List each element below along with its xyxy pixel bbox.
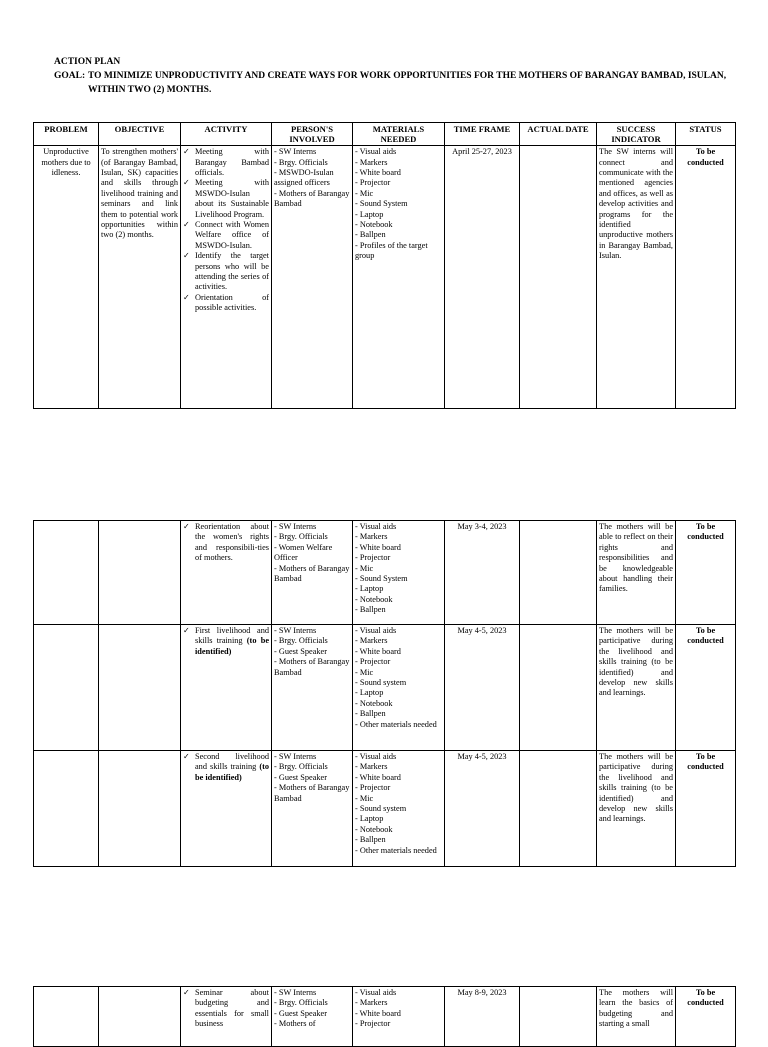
- cell-status: To be conducted: [676, 625, 736, 751]
- cell-success-indicator: The mothers will be able to reflect on their rights and responsibilities and be knowledgeable about handling their families.: [597, 521, 676, 625]
- material-item: - Markers: [355, 762, 388, 772]
- material-item: - Ballpen: [355, 835, 386, 845]
- column-header-materials-needed: MATERIALS NEEDED: [353, 123, 445, 146]
- material-item: - Ballpen: [355, 709, 386, 719]
- cell-time-frame: May 8-9, 2023: [445, 987, 520, 1047]
- cell-actual-date: [520, 521, 597, 625]
- cell-persons-involved: [272, 987, 353, 1047]
- person-item: - Brgy. Officials: [274, 532, 328, 542]
- checkmark-icon: ✓: [183, 220, 190, 230]
- person-item: - Mothers of Barangay Bambad: [274, 563, 350, 584]
- cell-activity: [181, 146, 272, 409]
- cell-success-indicator: The mothers will be participative during the livelihood and skills training (to be identified) and develop new skills and learnings.: [597, 625, 676, 751]
- material-item: - Laptop: [355, 814, 384, 824]
- column-header-success-indicator: SUCCESS INDICATOR: [597, 123, 676, 146]
- material-item: - Projector: [355, 657, 391, 667]
- table-row: [34, 987, 736, 1047]
- person-item: - SW Interns: [274, 626, 317, 635]
- person-item: - Mothers of Barangay Bambad: [274, 657, 350, 677]
- cell-time-frame: May 4-5, 2023: [445, 625, 520, 751]
- checkmark-icon: ✓: [183, 178, 190, 188]
- material-item: - Other materials needed: [355, 845, 437, 855]
- material-item: - Mic: [355, 188, 374, 198]
- cell-materials-needed: [353, 987, 445, 1047]
- activity-item: [183, 251, 269, 293]
- persons-list: [274, 626, 350, 678]
- person-item: - Guest Speaker: [274, 646, 327, 656]
- cell-status: To be conducted: [676, 521, 736, 625]
- column-header-actual-date: ACTUAL DATE: [520, 123, 597, 146]
- material-item: - White board: [355, 542, 401, 552]
- person-item: - MSWDO-Isulan assigned officers: [274, 168, 334, 188]
- material-item: - Sound System: [355, 199, 408, 209]
- material-item: - Laptop: [355, 209, 384, 219]
- cell-materials-needed: [353, 625, 445, 751]
- person-item: - Brgy. Officials: [274, 762, 328, 772]
- action-plan-table-2: [33, 520, 736, 867]
- material-item: - Profiles of the target group: [355, 240, 428, 261]
- cell-actual-date: [520, 987, 597, 1047]
- materials-list: [355, 147, 442, 261]
- activity-text: First livelihood and skills training: [195, 626, 269, 646]
- material-item: - Projector: [355, 553, 391, 563]
- document-header: [54, 55, 744, 97]
- cell-objective: [99, 521, 181, 625]
- action-plan-table-1: [33, 122, 736, 409]
- material-item: - Notebook: [355, 220, 393, 230]
- person-item: - Guest Speaker: [274, 772, 327, 782]
- cell-persons-involved: [272, 751, 353, 867]
- persons-list: [274, 147, 350, 209]
- checkmark-icon: ✓: [183, 988, 190, 997]
- person-item: - SW Interns: [274, 147, 317, 157]
- material-item: - Visual aids: [355, 988, 397, 997]
- cell-problem: [34, 987, 99, 1047]
- person-item: - SW Interns: [274, 988, 317, 997]
- checkmark-icon: ✓: [183, 522, 190, 531]
- cell-activity: [181, 625, 272, 751]
- material-item: - Notebook: [355, 698, 393, 708]
- material-item: - Visual aids: [355, 522, 397, 531]
- material-item: - White board: [355, 772, 401, 782]
- material-item: - Projector: [355, 783, 391, 793]
- goal-label: GOAL:: [54, 71, 86, 81]
- material-item: - Laptop: [355, 584, 384, 594]
- material-item: - Mic: [355, 667, 374, 677]
- person-item: - Brgy. Officials: [274, 998, 328, 1008]
- person-item: - Women Welfare Officer: [274, 542, 333, 563]
- person-item: - Brgy. Officials: [274, 636, 328, 646]
- activity-item: [183, 988, 269, 1030]
- activity-item: [183, 178, 269, 220]
- activity-text: Connect with Women Welfare office of MSWDO-Isulan.: [195, 220, 269, 250]
- activity-text: Second livelihood and skills training: [195, 752, 269, 772]
- goal-text: TO MINIMIZE UNPRODUCTIVITY AND CREATE WAYS FOR WORK OPPORTUNITIES FOR THE MOTHERS OF BARANGAY BAMBAD, ISULAN, WITHIN TWO (2) MONTHS.: [88, 71, 727, 95]
- activity-list: [183, 147, 269, 314]
- material-item: - Notebook: [355, 594, 393, 604]
- activity-item: [183, 626, 269, 657]
- material-item: - Notebook: [355, 824, 393, 834]
- cell-persons-involved: [272, 625, 353, 751]
- material-item: - Ballpen: [355, 230, 386, 240]
- table-row: [34, 751, 736, 867]
- table-row: [34, 625, 736, 751]
- material-item: - Ballpen: [355, 605, 386, 615]
- materials-list: [355, 752, 442, 856]
- activity-text: Seminar about budgeting and essentials for small business: [195, 988, 269, 1029]
- column-header-time-frame: TIME FRAME: [445, 123, 520, 146]
- material-item: - White board: [355, 168, 401, 177]
- checkmark-icon: ✓: [183, 251, 190, 261]
- activity-item: [183, 522, 269, 564]
- activity-item: [183, 220, 269, 251]
- material-item: - Visual aids: [355, 752, 397, 761]
- cell-persons-involved: [272, 146, 353, 409]
- cell-time-frame: May 3-4, 2023: [445, 521, 520, 625]
- cell-success-indicator: The mothers will be participative during the livelihood and skills training (to be identified) and develop new skills and learnings.: [597, 751, 676, 867]
- cell-problem: [34, 751, 99, 867]
- activity-list: [183, 626, 269, 657]
- goal-statement: [54, 69, 744, 97]
- materials-list: [355, 988, 442, 1030]
- cell-status: To be conducted: [676, 146, 736, 409]
- material-item: - White board: [355, 646, 401, 656]
- activity-list: [183, 522, 269, 564]
- material-item: - Mic: [355, 793, 374, 803]
- person-item: - SW Interns: [274, 522, 317, 531]
- cell-activity: [181, 521, 272, 625]
- checkmark-icon: ✓: [183, 292, 190, 302]
- persons-list: [274, 522, 350, 584]
- cell-status: To be conducted: [676, 751, 736, 867]
- material-item: - Markers: [355, 998, 388, 1008]
- person-item: - Guest Speaker: [274, 1008, 327, 1018]
- cell-problem: [34, 625, 99, 751]
- activity-item: [183, 752, 269, 783]
- material-item: - Sound system: [355, 804, 407, 814]
- action-plan-table-3: [33, 986, 736, 1047]
- material-item: - Visual aids: [355, 147, 397, 157]
- material-item: - Mic: [355, 563, 374, 573]
- material-item: - Sound System: [355, 574, 408, 584]
- activity-item: [183, 147, 269, 178]
- cell-materials-needed: [353, 521, 445, 625]
- cell-objective: [99, 751, 181, 867]
- person-item: - Mothers of Barangay Bambad: [274, 783, 350, 803]
- column-header-persons-involved: PERSON'S INVOLVED: [272, 123, 353, 146]
- activity-list: [183, 988, 269, 1030]
- cell-actual-date: [520, 146, 597, 409]
- column-header-problem: PROBLEM: [34, 123, 99, 146]
- checkmark-icon: ✓: [183, 752, 190, 761]
- cell-objective: To strengthen mothers' (of Barangay Bambad, Isulan, SK) capacities and skills through livelihood training and seminars and link them to potential work opportunities within two (2) months.: [99, 146, 181, 409]
- activity-list: [183, 752, 269, 783]
- cell-activity: [181, 987, 272, 1047]
- person-item: - Brgy. Officials: [274, 157, 328, 167]
- cell-materials-needed: [353, 751, 445, 867]
- material-item: - Sound system: [355, 678, 407, 688]
- cell-persons-involved: [272, 521, 353, 625]
- checkmark-icon: ✓: [183, 147, 190, 157]
- cell-problem: [34, 521, 99, 625]
- checkmark-icon: ✓: [183, 626, 190, 635]
- cell-time-frame: May 4-5, 2023: [445, 751, 520, 867]
- material-item: - Projector: [355, 178, 391, 188]
- activity-text: Orientation of possible activities.: [195, 292, 269, 313]
- cell-time-frame: April 25-27, 2023: [445, 146, 520, 409]
- column-header-objective: OBJECTIVE: [99, 123, 181, 146]
- material-item: - Markers: [355, 636, 388, 646]
- column-header-activity: ACTIVITY: [181, 123, 272, 146]
- person-item: - Mothers of: [274, 1019, 316, 1029]
- person-item: - SW Interns: [274, 752, 317, 761]
- table-row: [34, 521, 736, 625]
- material-item: - Laptop: [355, 688, 384, 698]
- material-item: - Markers: [355, 532, 388, 542]
- cell-success-indicator: The SW interns will connect and communicate with the mentioned agencies and offices, as well as develop activities and programs for the identified unproductive mothers in Barangay Bambad, Isulan.: [597, 146, 676, 409]
- material-item: - Projector: [355, 1019, 391, 1029]
- activity-text: Identify the target persons who will be attending the series of activities.: [195, 251, 269, 292]
- material-item: - Markers: [355, 157, 388, 167]
- activity-text: Meeting with Barangay Bambad officials.: [195, 147, 269, 177]
- persons-list: [274, 988, 350, 1030]
- materials-list: [355, 522, 442, 616]
- cell-activity: [181, 751, 272, 867]
- activity-text: Meeting with MSWDO-Isulan about its Sustainable Livelihood Program.: [195, 178, 269, 219]
- cell-success-indicator: The mothers will learn the basics of budgeting and starting a small: [597, 987, 676, 1047]
- material-item: - White board: [355, 1008, 401, 1018]
- activity-item: [183, 293, 269, 314]
- activity-note: (to be identified): [195, 636, 269, 656]
- persons-list: [274, 752, 350, 804]
- cell-objective: [99, 987, 181, 1047]
- cell-problem: Unproductive mothers due to idleness.: [34, 146, 99, 409]
- activity-note: (to be identified): [195, 762, 269, 782]
- material-item: - Other materials needed: [355, 719, 437, 729]
- materials-list: [355, 626, 442, 730]
- cell-materials-needed: [353, 146, 445, 409]
- cell-actual-date: [520, 751, 597, 867]
- material-item: - Visual aids: [355, 626, 397, 635]
- cell-status: To be conducted: [676, 987, 736, 1047]
- cell-actual-date: [520, 625, 597, 751]
- cell-objective: [99, 625, 181, 751]
- activity-text: Reorientation about the women's rights and responsibili-ties of mothers.: [195, 522, 269, 563]
- table-row: [34, 146, 736, 409]
- table-header-row: [34, 123, 736, 146]
- document-title: ACTION PLAN: [54, 57, 121, 67]
- person-item: - Mothers of Barangay Bambad: [274, 188, 350, 209]
- column-header-status: STATUS: [676, 123, 736, 146]
